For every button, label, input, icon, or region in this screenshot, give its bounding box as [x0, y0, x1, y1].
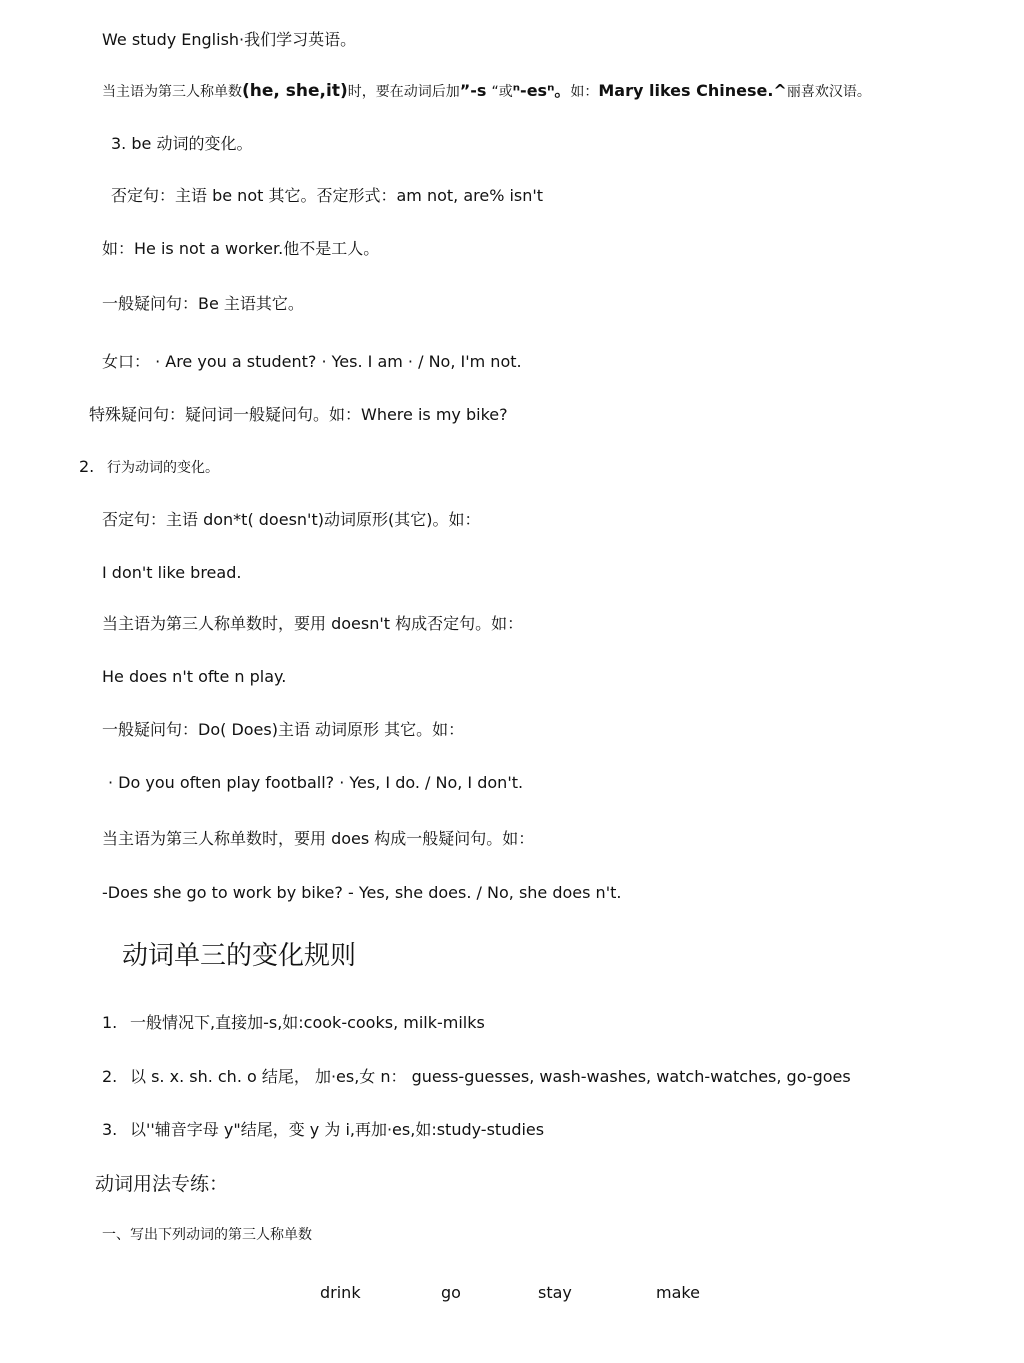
line-we-study-english: We study English·我们学习英语。: [102, 30, 357, 49]
rule-number: 2.: [102, 1067, 118, 1086]
rule-or: “或: [491, 84, 513, 100]
practice-word: go: [441, 1283, 461, 1302]
rule-number: 3.: [102, 1120, 118, 1139]
line-third-person-question-example: -Does she go to work by bike? - Yes, she does. / No, she does n't.: [102, 883, 622, 902]
line-be-verb-heading: 3. be 动词的变化。: [111, 134, 253, 153]
rule-example-sentence: Mary likes Chinese.^: [598, 81, 787, 100]
practice-word: drink: [320, 1283, 361, 1302]
line-action-negative-example: I don't like bread.: [102, 563, 242, 582]
line-third-person-negative: 当主语为第三人称单数时，要用 doesn't 构成否定句。如：: [102, 614, 524, 633]
section-title: 动词单三的变化规则: [122, 941, 357, 971]
rule-suffix-es: ⁿ-esⁿ。: [512, 81, 571, 100]
line-third-person-negative-example: He does n't ofte n play.: [102, 667, 287, 686]
rule-item: [102, 1012, 485, 1034]
line-action-question: 一般疑问句：Do( Does)主语 动词原形 其它。如：: [102, 720, 465, 739]
line-third-person-question: 当主语为第三人称单数时，要用 does 构成一般疑问句。如：: [102, 829, 535, 848]
rule-text: 一般情况下,直接加-s,如:cook-cooks, milk-milks: [130, 1013, 485, 1032]
practice-instruction: 一、写出下列动词的第三人称单数: [102, 1227, 312, 1243]
heading-text: 行为动词的变化。: [107, 460, 219, 476]
rule-pronouns: (he, she,it): [242, 81, 348, 101]
rule-number: 1.: [102, 1013, 118, 1032]
line-action-negative: 否定句：主语 don*t( doesn't)动词原形(其它)。如：: [102, 510, 481, 529]
rule-suffix-s: ”-s: [459, 81, 487, 100]
line-be-negative: 否定句：主语 be not 其它。否定形式：am not, are% isn't: [111, 186, 544, 205]
rule-text-2: 时，要在动词后加: [347, 84, 460, 100]
rule-example-translation: 丽喜欢汉语。: [786, 84, 871, 100]
rule-text: 以''辅音字母 y"结尾，变 y 为 i,再加·es,如:study-studies: [130, 1120, 545, 1139]
line-be-question: 一般疑问句：Be 主语其它。: [102, 294, 304, 313]
rule-example-label: 如：: [570, 84, 599, 100]
line-special-question: 特殊疑问句：疑问词一般疑问句。如：Where is my bike?: [89, 405, 508, 424]
practice-word: make: [656, 1283, 700, 1302]
line-be-question-example: 女口： · Are you a student? · Yes. I am · / No, I'm not.: [102, 352, 522, 371]
line-action-question-example: · Do you often play football? · Yes, I do. / No, I don't.: [108, 773, 524, 792]
practice-title: 动词用法专练：: [95, 1173, 229, 1195]
line-third-person-rule: [102, 80, 871, 103]
rule-text-1: 当主语为第三人称单数: [102, 84, 242, 100]
practice-word: stay: [538, 1283, 572, 1302]
heading-number: 2.: [79, 457, 95, 476]
rule-item: [102, 1119, 544, 1141]
line-be-negative-example: 如：He is not a worker.他不是工人。: [102, 239, 380, 258]
rule-item: [102, 1066, 851, 1088]
rule-text: 以 s. x. sh. ch. o 结尾， 加·es,女 n： guess-guesses, wash-washes, watch-watches, go-goes: [130, 1067, 851, 1086]
line-action-verb-heading: [79, 456, 219, 479]
